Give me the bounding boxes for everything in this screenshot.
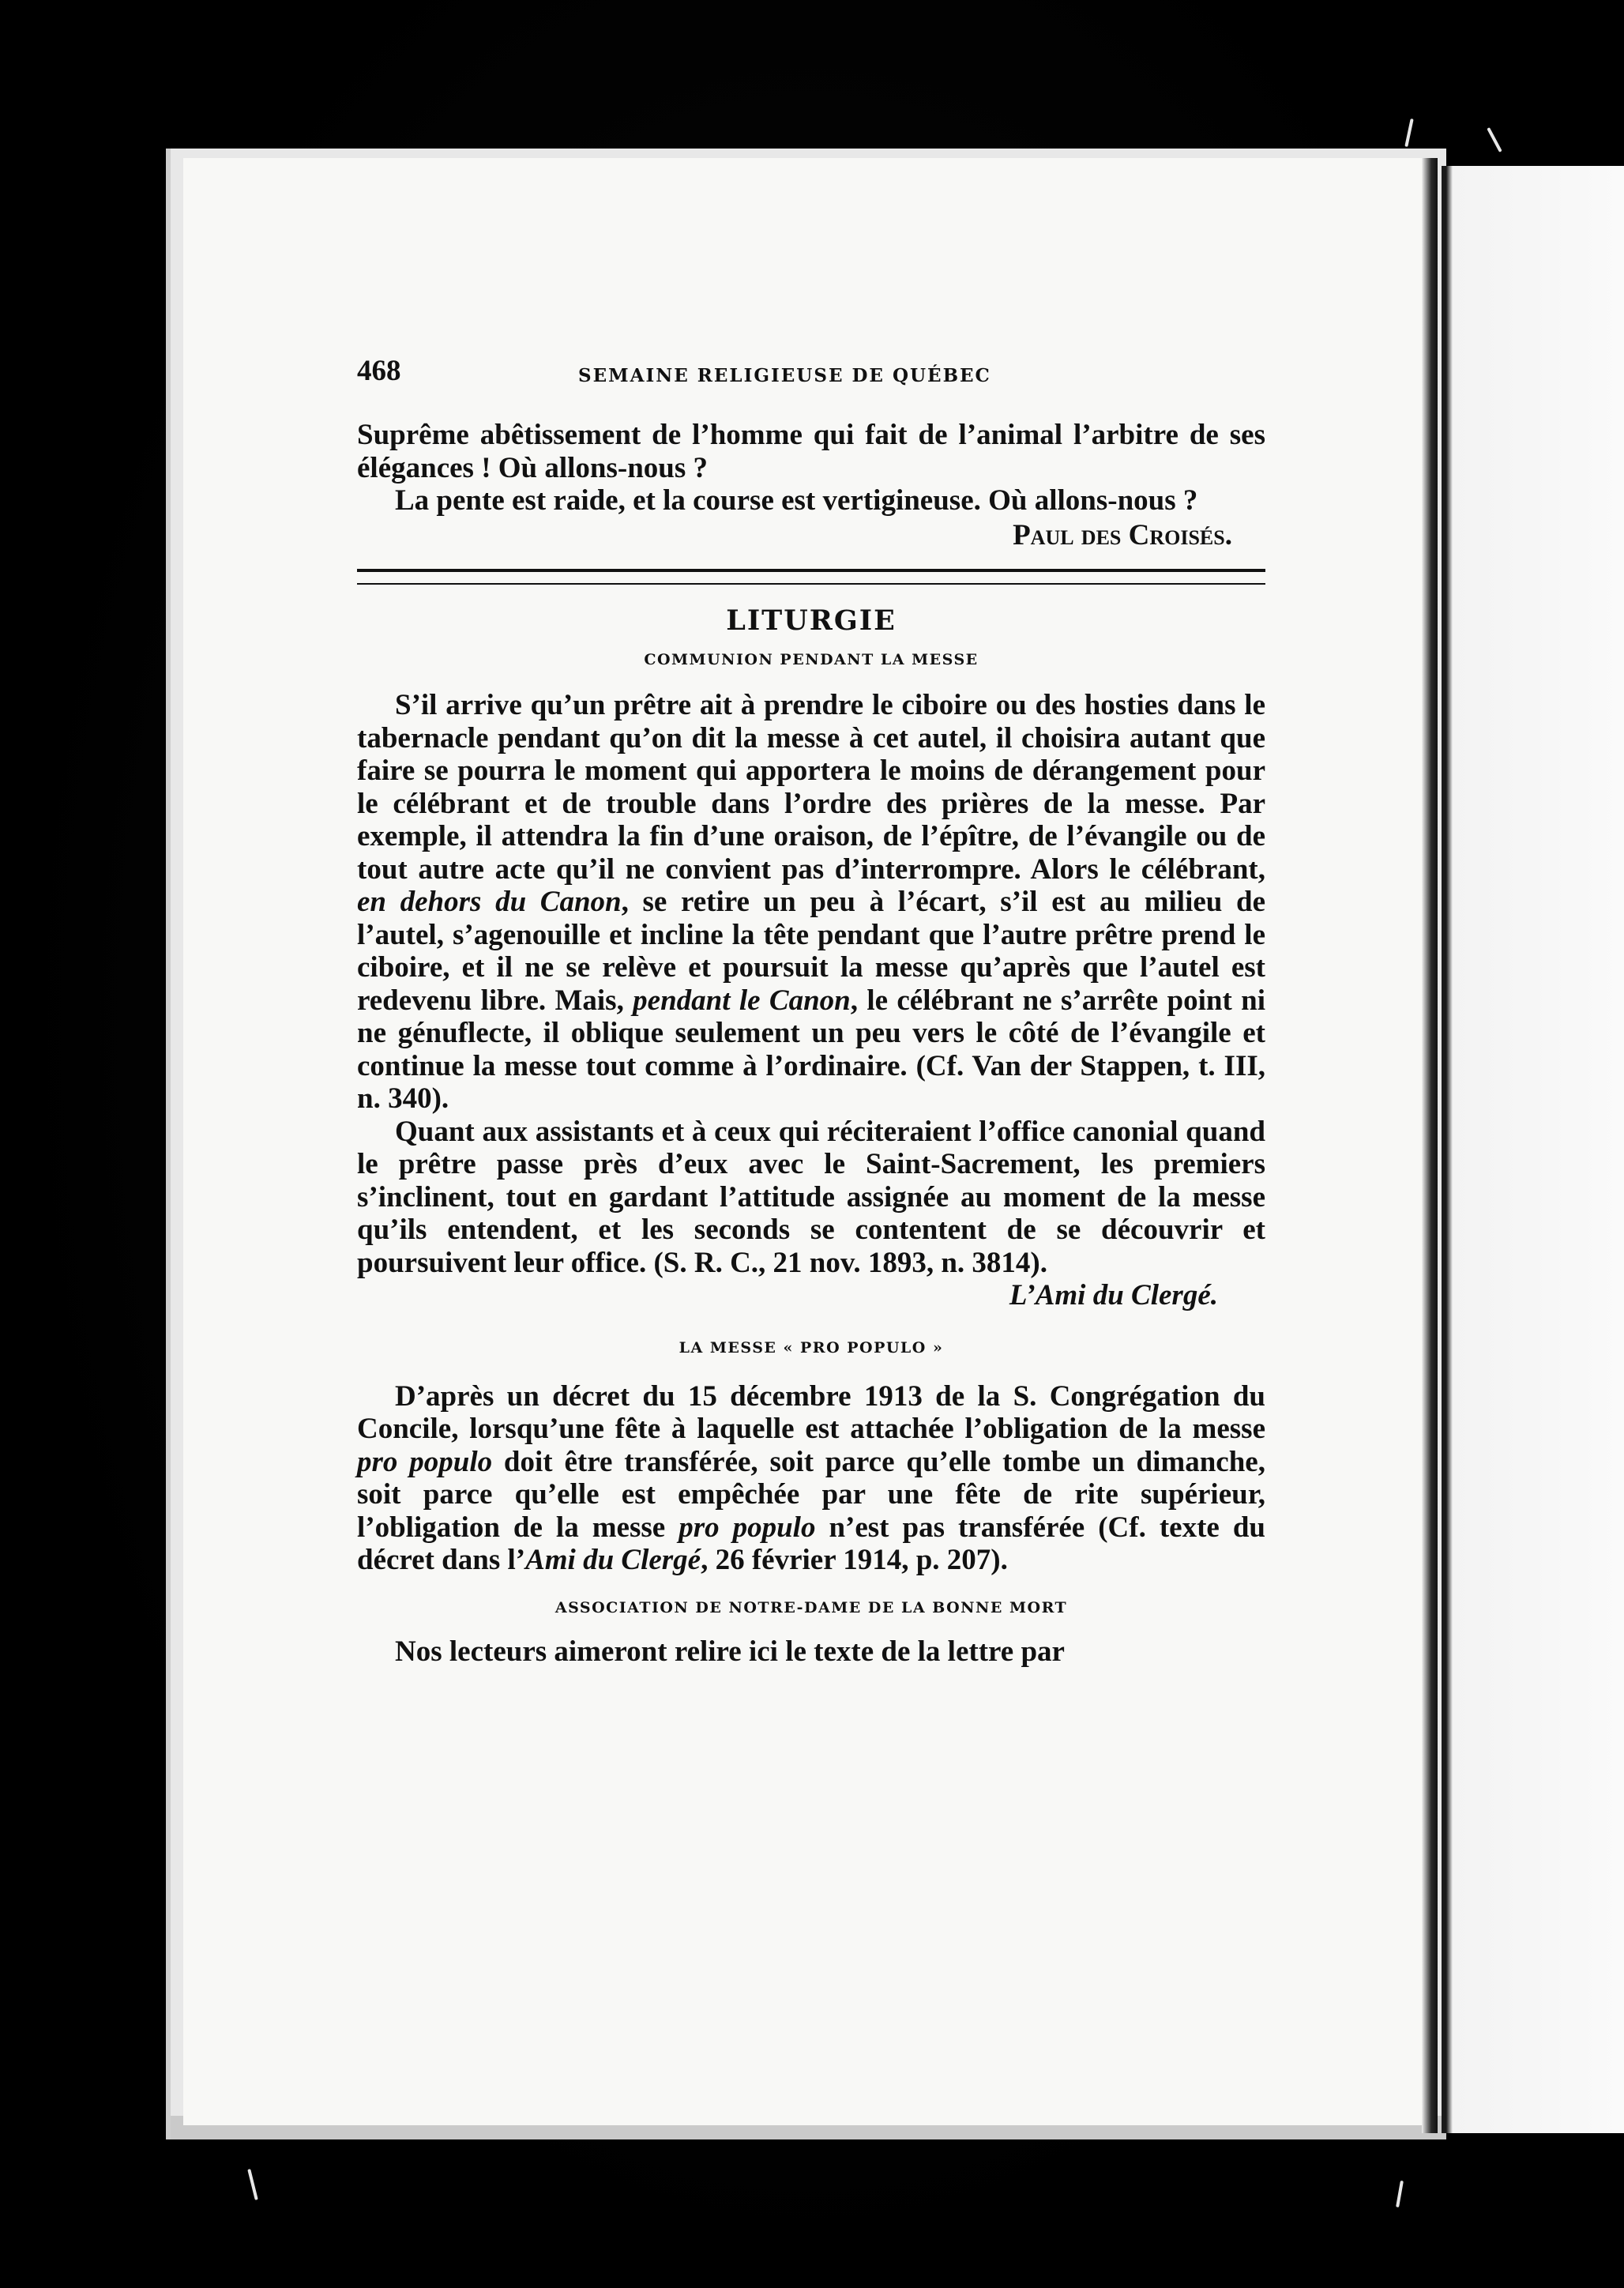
text-run: , 26 février 1914, p. 207). <box>701 1544 1008 1576</box>
text-run: doit être transférée, soit parce qu’elle tombe un dimanche, soit parce qu’elle est empêchée par une fête de rite supérieur, l’obligation de la messe <box>357 1445 1265 1544</box>
running-head: SEMAINE RELIGIEUSE DE QUÉBEC <box>578 365 991 386</box>
article-heading-association: ASSOCIATION DE NOTRE-DAME DE LA BONNE MORT <box>554 1598 1068 1616</box>
text-run: n’est pas transférée (Cf. texte du décret dans l’ <box>357 1511 1265 1576</box>
facing-page-edge <box>1442 166 1624 2133</box>
italic-run: Ami du Clergé <box>525 1544 701 1576</box>
italic-run: pro populo <box>357 1445 493 1478</box>
text-run: D’après un décret du 15 décembre 1913 de la S. Congrégation du Concile, lorsqu’une fête à laquelle est attachée l’obligation de la messe <box>357 1379 1265 1445</box>
article-heading-pro-populo: LA MESSE « PRO POPULO » <box>679 1338 944 1357</box>
page-header <box>357 348 1265 403</box>
section-divider <box>357 569 1265 585</box>
pro-populo-paragraph <box>357 1380 1265 1577</box>
section-title: LITURGIE <box>726 604 897 637</box>
intro-paragraph-1: Suprême abêtissement de l’homme qui fait de l’animal l’arbitre de ses élégances ! Où allons-nous ? <box>357 419 1265 484</box>
source-attribution: L’Ami du Clergé. <box>1009 1279 1218 1311</box>
association-paragraph-start: Nos lecteurs aimeront relire ici le texte de la lettre par <box>395 1635 1065 1668</box>
intro-paragraph-2: La pente est raide, et la course est vertigineuse. Où allons-nous ? <box>395 484 1198 517</box>
italic-run: pro populo <box>679 1511 816 1544</box>
italic-run: en dehors du Canon <box>357 886 622 918</box>
text-run: , se retire un peu à l’écart, s’il est au milieu de l’autel, s’agenouille et incline la tête pendant que l’autre prêtre prend le ciboire, et il ne se relève et poursuit la messe qu’après que l’autel est redevenu libre. Mais, <box>357 886 1265 1017</box>
text-run: , le célébrant ne s’arrête point ni ne génuflecte, il oblique seulement un peu vers le côté de l’évangile et continue la messe tout comme à l’ordinaire. (Cf. Van der Stappen, t. III, n. 340). <box>357 984 1265 1115</box>
page-gutter <box>1422 158 1438 2133</box>
page-content <box>357 348 1265 1668</box>
page-number: 468 <box>357 355 401 387</box>
article-heading-communion: COMMUNION PENDANT LA MESSE <box>644 651 979 668</box>
author-signature: Paul des Croisés. <box>1013 518 1232 551</box>
communion-paragraph-1 <box>357 689 1265 1116</box>
communion-paragraph-2: Quant aux assistants et à ceux qui réciteraient l’office canonial quand le prêtre passe près d’eux avec le Saint-Sacrement, les premiers s’inclinent, tout en gardant l’attitude assignée au moment de la messe qu’ils entendent, et les seconds se contentent de se découvrir et poursuivent leur office. (S. R. C., 21 nov. 1893, n. 3814). <box>357 1115 1265 1279</box>
text-run: S’il arrive qu’un prêtre ait à prendre le ciboire ou des hosties dans le tabernacle pendant qu’on dit la messe à cet autel, il choisira autant que faire se pourra le moment qui apportera le moins de dérangement pour le célébrant et de trouble dans l’ordre des prières de la messe. Par exemple, il attendra la fin d’une oraison, de l’épître, de l’évangile ou de tout autre acte qu’il ne convient pas d’interrompre. Alors le célébrant, <box>357 689 1265 886</box>
italic-run: pendant le Canon <box>633 984 851 1017</box>
